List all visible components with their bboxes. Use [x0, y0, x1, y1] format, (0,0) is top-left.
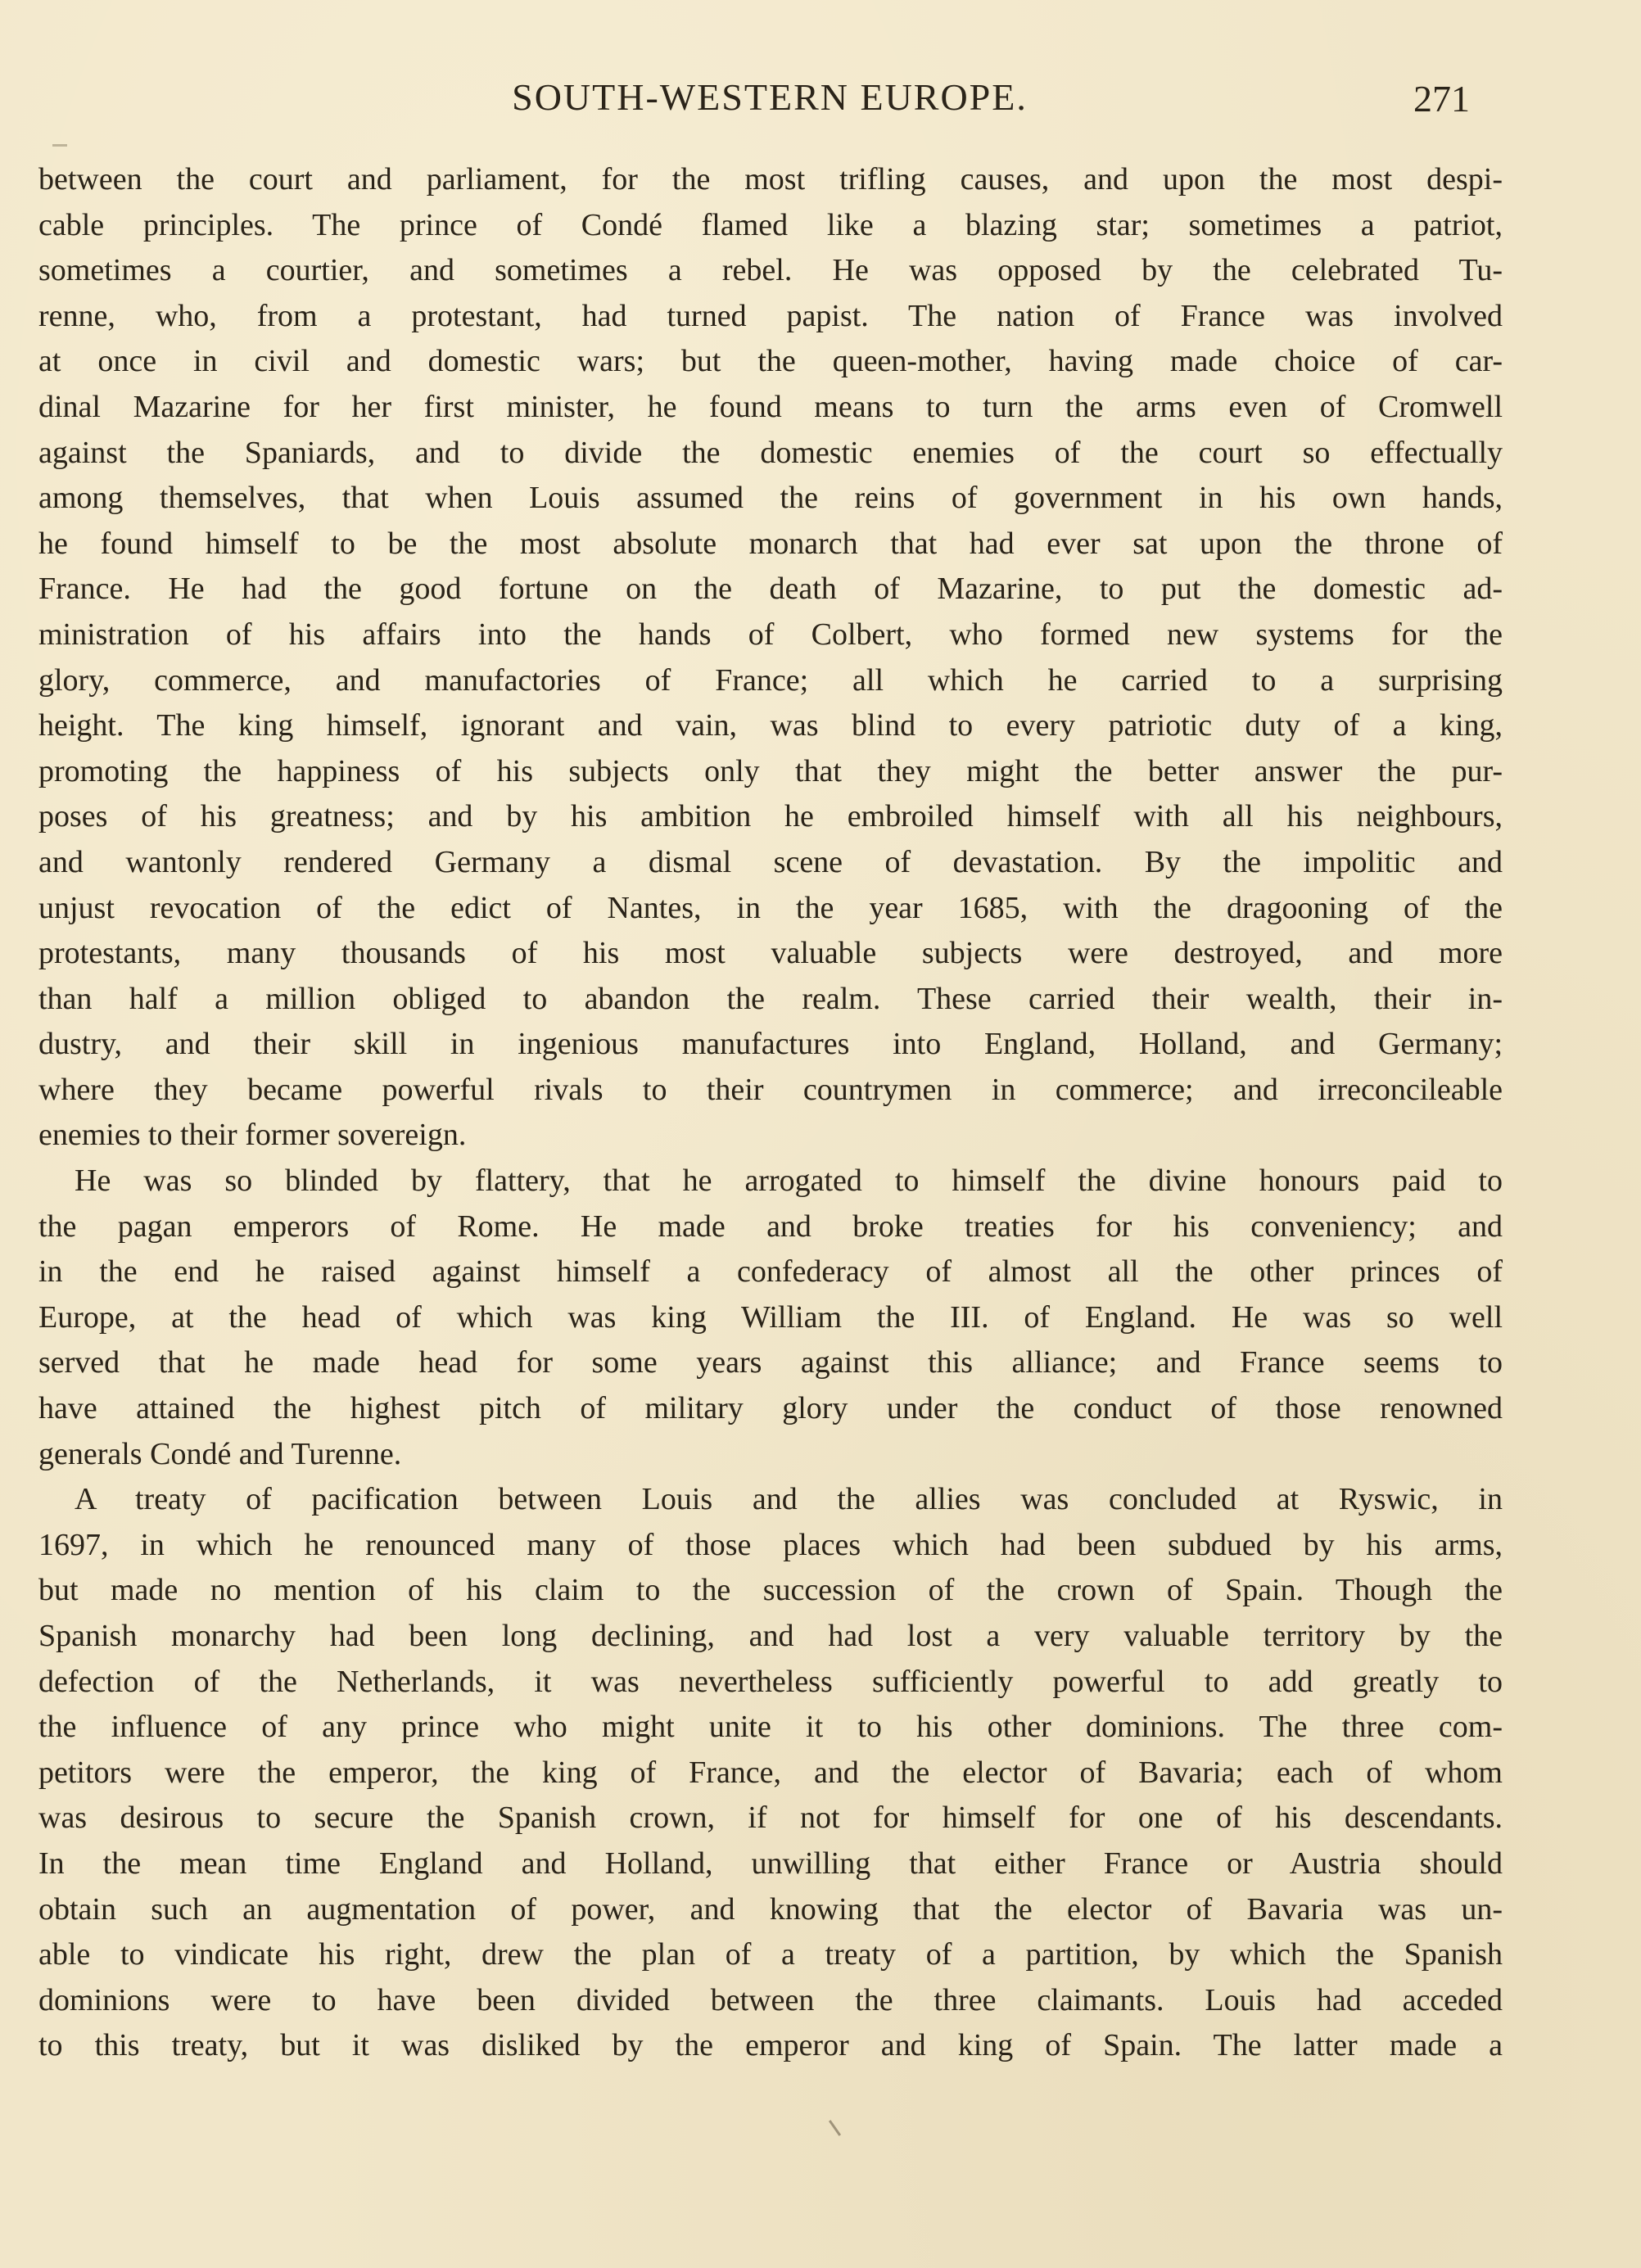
text-line: where they became powerful rivals to their countrymen in commerce; and irreconcileable [38, 1072, 1503, 1107]
text-line: France. He had the good fortune on the death of Mazarine, to put the domestic ad- [38, 572, 1503, 607]
paragraph [38, 1159, 1503, 1477]
text-line: to this treaty, but it was disliked by the emperor and king of Spain. The latter made a [38, 2028, 1503, 2063]
text-line: obtain such an augmentation of power, and knowing that the elector of Bavaria was un- [38, 1891, 1503, 1927]
text-line: In the mean time England and Holland, unwilling that either France or Austria should [38, 1846, 1503, 1881]
text-line: ministration of his affairs into the hands of Colbert, who formed new systems for the [38, 617, 1503, 652]
paragraph-continuation [38, 157, 1503, 1159]
text-line: unjust revocation of the edict of Nantes, in the year 1685, with the dragooning of the [38, 890, 1503, 925]
text-line: Europe, at the head of which was king William the III. of England. He was so well [38, 1299, 1503, 1335]
text-line: Spanish monarchy had been long declining, and had lost a very valuable territory by the [38, 1619, 1503, 1653]
ink-mark [829, 2120, 841, 2136]
text-line: enemies to their former sovereign. [38, 1118, 467, 1153]
ink-speck [52, 144, 67, 147]
text-line: A treaty of pacification between Louis and the allies was concluded at Ryswic, in [75, 1482, 1503, 1517]
text-line: He was so blinded by flattery, that he arrogated to himself the divine honours paid to [75, 1163, 1503, 1199]
text-line: able to vindicate his right, drew the plan of a treaty of a partition, by which the Spanish [38, 1937, 1503, 1972]
text-line: cable principles. The prince of Condé flamed like a blazing star; sometimes a patriot, [38, 207, 1503, 242]
text-line: promoting the happiness of his subjects only that they might the better answer the pur- [38, 753, 1503, 788]
text-line: the influence of any prince who might unite it to his other dominions. The three com- [38, 1710, 1503, 1745]
text-line: petitors were the emperor, the king of France, and the elector of Bavaria; each of whom [38, 1755, 1503, 1790]
text-line: served that he made head for some years against this alliance; and France seems to [38, 1345, 1503, 1380]
text-line: among themselves, that when Louis assumed the reins of government in his own hands, [38, 481, 1503, 516]
text-line: at once in civil and domestic wars; but the queen-mother, having made choice of car- [38, 344, 1503, 379]
text-line: glory, commerce, and manufactories of France; all which he carried to a surprising [38, 662, 1503, 698]
text-line: and wantonly rendered Germany a dismal scene of devastation. By the impolitic and [38, 844, 1503, 879]
text-line: he found himself to be the most absolute monarch that had ever sat upon the throne of [38, 526, 1503, 561]
body-text [38, 157, 1503, 2069]
paragraph [38, 1477, 1503, 2069]
running-head: SOUTH-WESTERN EUROPE. [512, 76, 1028, 118]
text-line: dominions were to have been divided between the three claimants. Louis had acceded [38, 1982, 1503, 2017]
text-line: dinal Mazarine for her first minister, he found means to turn the arms even of Cromwell [38, 389, 1503, 424]
text-line: renne, who, from a protestant, had turned papist. The nation of France was involved [38, 298, 1503, 333]
text-line: than half a million obliged to abandon the realm. These carried their wealth, their in- [38, 981, 1503, 1016]
text-line: the pagan emperors of Rome. He made and broke treaties for his conveniency; and [38, 1209, 1503, 1244]
text-line: height. The king himself, ignorant and vain, was blind to every patriotic duty of a king, [38, 708, 1503, 743]
text-line: 1697, in which he renounced many of those places which had been subdued by his arms, [38, 1527, 1503, 1562]
text-line: in the end he raised against himself a confederacy of almost all the other princes of [38, 1254, 1503, 1290]
text-line: against the Spaniards, and to divide the domestic enemies of the court so effectually [38, 435, 1503, 470]
text-line: between the court and parliament, for the most trifling causes, and upon the most despi- [38, 162, 1503, 197]
text-line: defection of the Netherlands, it was nevertheless sufficiently powerful to add greatly to [38, 1664, 1503, 1699]
text-line: have attained the highest pitch of military glory under the conduct of those renowned [38, 1391, 1503, 1426]
text-line: protestants, many thousands of his most valuable subjects were destroyed, and more [38, 936, 1503, 971]
text-line: generals Condé and Turenne. [38, 1436, 402, 1471]
text-line: dustry, and their skill in ingenious manufactures into England, Holland, and Germany; [38, 1027, 1503, 1062]
text-line: poses of his greatness; and by his ambition he embroiled himself with all his neighbours, [38, 799, 1503, 834]
text-line: was desirous to secure the Spanish crown, if not for himself for one of his descendants. [38, 1800, 1503, 1836]
page-number: 271 [1413, 78, 1470, 120]
text-line: but made no mention of his claim to the succession of the crown of Spain. Though the [38, 1573, 1503, 1608]
text-line: sometimes a courtier, and sometimes a rebel. He was opposed by the celebrated Tu- [38, 253, 1503, 288]
